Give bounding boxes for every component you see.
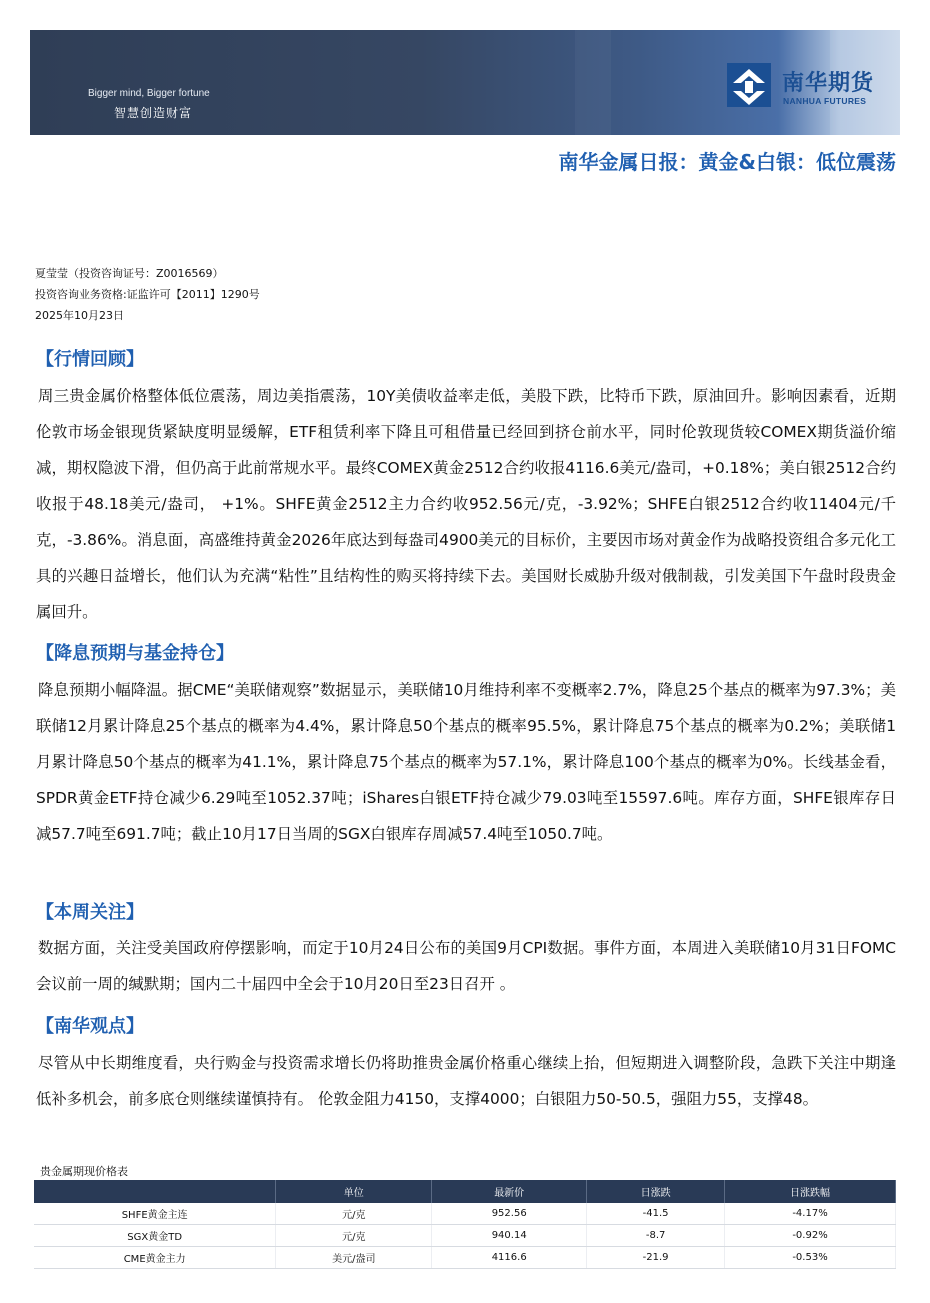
table-caption: 贵金属期现价格表: [40, 1165, 128, 1178]
table-cell: 元/克: [276, 1203, 432, 1225]
section-body-weekly-focus: 数据方面，关注受美国政府停摆影响，而定于10月24日公布的美国9月CPI数据。事件方面，本周进入美联储10月31日FOMC会议前一周的缄默期；国内二十届四中全会于10月20日至23日召开 。: [36, 939, 896, 993]
table-cell: SGX黄金TD: [34, 1225, 276, 1247]
report-date: 2025年10月23日: [35, 309, 124, 322]
price-table: [34, 1180, 896, 1269]
table-header-cell: 最新价: [432, 1180, 587, 1203]
report-title: 南华金属日报：黄金&白银：低位震荡: [558, 150, 896, 174]
table-cell: 952.56: [432, 1203, 587, 1225]
header-banner: [30, 30, 900, 135]
slogan-en: Bigger mind, Bigger fortune: [88, 88, 210, 99]
table-row: [34, 1203, 896, 1225]
qualification-line: 投资咨询业务资格:证监许可【2011】1290号: [35, 288, 260, 301]
table-cell: SHFE黄金主连: [34, 1203, 276, 1225]
nanhua-logo-icon: [727, 63, 771, 107]
section-heading-rate-cut-funds: 【降息预期与基金持仓】: [36, 643, 234, 664]
section-body-market-review: 周三贵金属价格整体低位震荡，周边美指震荡，10Y美债收益率走低，美股下跌，比特币下跌，原油回升。影响因素看，近期伦敦市场金银现货紧缺度明显缓解，ETF租赁利率下降且可租借量已经回到挤仓前水平，同时伦敦现货较COMEX期货溢价缩减，期权隐波下滑，但仍高于此前常规水平。最终COMEX黄金2512合约收报4116.6美元/盎司，+0.18%；美白银2512合约收报于48.18美元/盎司， +1%。SHFE黄金2512主力合约收952.56元/克，-3.92%；SHFE白银2512合约收11404元/千克，-3.86%。消息面，高盛维持黄金2026年底达到每盎司4900美元的目标价，主要因市场对黄金作为战略投资组合多元化工具的兴趣日益增长，他们认为充满“粘性”且结构性的购买将持续下去。美国财长威胁升级对俄制裁，引发美国下午盘时段贵金属回升。: [36, 387, 896, 621]
table-cell: -0.53%: [725, 1247, 896, 1269]
section-heading-weekly-focus: 【本周关注】: [36, 902, 144, 923]
logo-text-en: NANHUA FUTURES: [783, 96, 867, 106]
banner-stripe: [575, 30, 611, 135]
table-header-cell: [34, 1180, 276, 1203]
table-cell: -4.17%: [725, 1203, 896, 1225]
table-cell: CME黄金主力: [34, 1247, 276, 1269]
table-header-cell: 日涨跌: [587, 1180, 725, 1203]
section-body-nanhua-view: 尽管从中长期维度看，央行购金与投资需求增长仍将助推贵金属价格重心继续上抬，但短期进入调整阶段，急跌下关注中期逢低补多机会，前多底仓则继续谨慎持有。 伦敦金阻力4150，支撑4000；白银阻力50-50.5，强阻力55，支撑48。: [36, 1054, 896, 1108]
table-cell: 4116.6: [432, 1247, 587, 1269]
table-cell: 940.14: [432, 1225, 587, 1247]
table-header-cell: 日涨跌幅: [725, 1180, 896, 1203]
table-row: [34, 1247, 896, 1269]
section-heading-market-review: 【行情回顾】: [36, 349, 144, 370]
section-heading-nanhua-view: 【南华观点】: [36, 1016, 144, 1037]
table-cell: -41.5: [587, 1203, 725, 1225]
table-cell: 美元/盎司: [276, 1247, 432, 1269]
table-cell: 元/克: [276, 1225, 432, 1247]
table-cell: -8.7: [587, 1225, 725, 1247]
table-header-cell: 单位: [276, 1180, 432, 1203]
author-line: 夏莹莹（投资咨询证号：Z0016569）: [35, 267, 224, 280]
table-header-row: [34, 1180, 896, 1203]
table-cell: -21.9: [587, 1247, 725, 1269]
slogan-cn: 智慧创造财富: [114, 106, 193, 120]
table-cell: -0.92%: [725, 1225, 896, 1247]
table-row: [34, 1225, 896, 1247]
logo-text-cn: 南华期货: [782, 71, 875, 96]
section-body-rate-cut-funds: 降息预期小幅降温。据CME“美联储观察”数据显示，美联储10月维持利率不变概率2.7%，降息25个基点的概率为97.3%；美联储12月累计降息25个基点的概率为4.4%，累计降息50个基点的概率95.5%，累计降息75个基点的概率为0.2%；美联储1月累计降息50个基点的概率为41.1%，累计降息75个基点的概率为57.1%，累计降息100个基点的概率为0%。长线基金看，SPDR黄金ETF持仓减少6.29吨至1052.37吨；iShares白银ETF持仓减少79.03吨至15597.6吨。库存方面，SHFE银库存日减57.7吨至691.7吨；截止10月17日当周的SGX白银库存周减57.4吨至1050.7吨。: [36, 681, 896, 843]
